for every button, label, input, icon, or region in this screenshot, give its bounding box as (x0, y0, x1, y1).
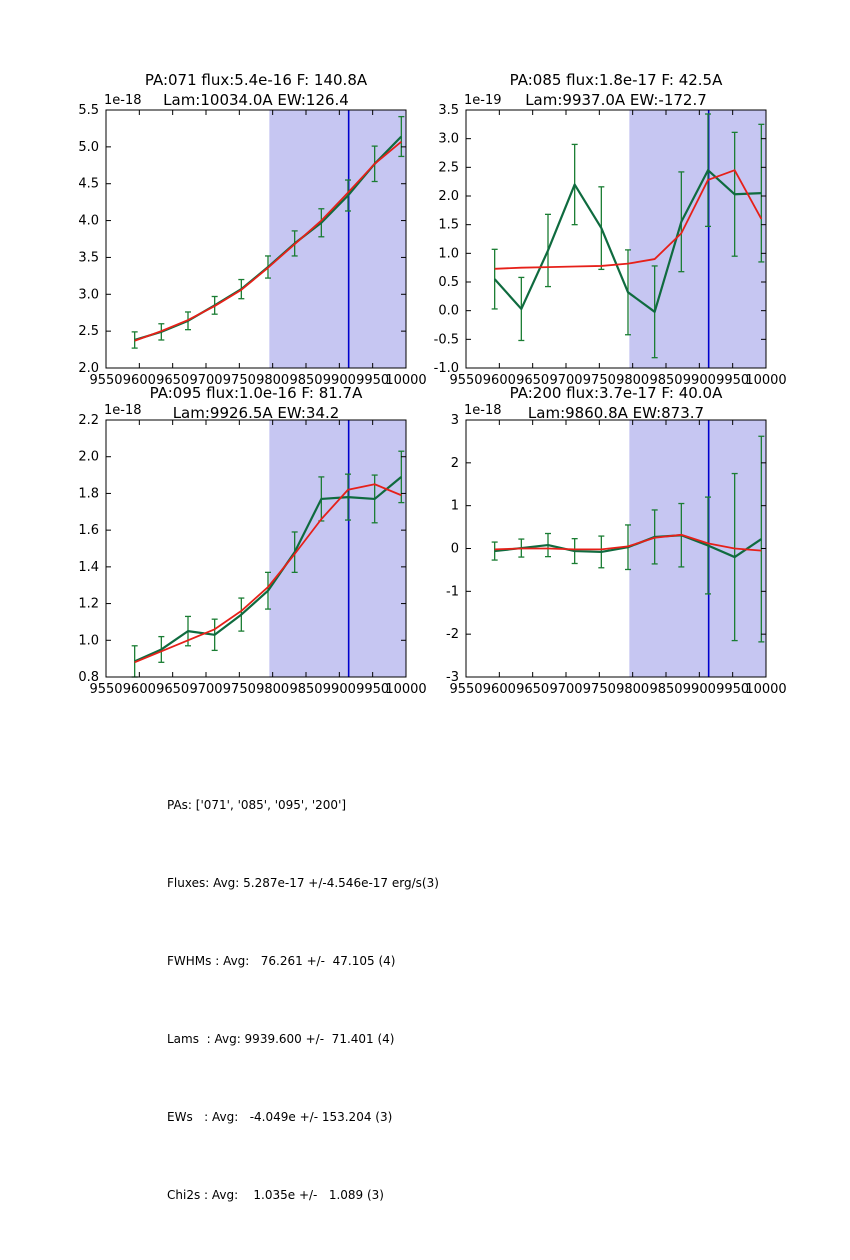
x-tick-label: 9550 (449, 373, 483, 388)
y-tick-label: 2.0 (438, 189, 459, 204)
fit-region (269, 420, 406, 677)
y-tick-label: 1 (450, 498, 459, 514)
plot-pa200 (446, 413, 787, 697)
plot-pa200-title (466, 383, 766, 423)
plot-pa085-offset-label: 1e-19 (464, 93, 502, 108)
y-tick-label: 1.6 (78, 523, 99, 539)
y-tick-label: 0 (450, 541, 459, 557)
y-tick-label: 3 (450, 413, 459, 428)
x-tick-label: 9850 (289, 682, 323, 697)
y-tick-label: 2.0 (78, 361, 99, 376)
plot-pa200-title-line1: PA:200 flux:3.7e-17 F: 40.0A (509, 384, 723, 402)
x-tick-label: 9650 (156, 373, 190, 388)
x-tick-label: 9950 (356, 373, 390, 388)
x-tick-label: 9750 (582, 682, 616, 697)
x-tick-label: 9700 (549, 682, 583, 697)
y-tick-label: 4.5 (78, 176, 99, 192)
x-tick-label: 9750 (582, 373, 616, 388)
plot-pa200-offset-label: 1e-18 (464, 403, 502, 418)
summary-line-lams: Lams : Avg: 9939.600 +/- 71.401 (4) (167, 1032, 395, 1046)
y-tick-label: 1.0 (438, 246, 459, 262)
y-tick-label: 2.2 (78, 413, 99, 428)
x-tick-label: 9900 (322, 373, 356, 388)
x-tick-label: 10000 (385, 373, 427, 388)
y-tick-label: 1.2 (78, 596, 99, 612)
x-tick-label: 9900 (682, 373, 716, 388)
x-tick-label: 9550 (89, 373, 123, 388)
x-tick-label: 9800 (616, 373, 650, 388)
x-tick-label: 9650 (516, 373, 550, 388)
fit-region (629, 110, 766, 368)
y-tick-label: 5.5 (78, 103, 99, 118)
x-tick-label: 9650 (516, 682, 550, 697)
x-tick-label: 9950 (716, 373, 750, 388)
plot-pa095-title (106, 383, 406, 423)
plot-pa200-title-line2: Lam:9860.8A EW:873.7 (527, 404, 705, 422)
x-tick-label: 9900 (322, 682, 356, 697)
plot-pa071 (78, 103, 426, 388)
summary-line-pas: PAs: ['071', '085', '095', '200'] (167, 798, 347, 812)
x-tick-label: 9900 (682, 682, 716, 697)
y-tick-label: 0.0 (438, 303, 459, 319)
plot-pa085 (434, 103, 787, 388)
plot-pa085-title (466, 70, 766, 110)
plot-pa071-title (106, 70, 406, 110)
x-tick-label: 9800 (616, 682, 650, 697)
y-tick-label: 1.4 (78, 559, 99, 575)
x-tick-label: 9600 (122, 373, 156, 388)
y-tick-label: 2.5 (438, 160, 459, 176)
y-tick-label: 3.5 (438, 103, 459, 118)
y-tick-label: 1.5 (438, 217, 459, 233)
y-tick-label: 0.5 (438, 275, 459, 290)
x-tick-label: 10000 (745, 373, 787, 388)
y-tick-label: 2 (450, 455, 459, 471)
summary-line-ews: EWs : Avg: -4.049e +/- 153.204 (3) (167, 1110, 393, 1124)
y-tick-label: 2.0 (78, 449, 99, 465)
summary-line-fluxes: Fluxes: Avg: 5.287e-17 +/-4.546e-17 erg/s(3) (167, 876, 439, 890)
x-tick-label: 9850 (289, 373, 323, 388)
y-tick-label: -1.0 (433, 361, 459, 376)
y-tick-label: 4.0 (78, 213, 99, 229)
x-tick-label: 9650 (156, 682, 190, 697)
plot-pa085-title-line2: Lam:9937.0A EW:-172.7 (525, 91, 707, 109)
x-tick-label: 9600 (482, 373, 516, 388)
plot-pa095 (78, 413, 426, 697)
x-tick-label: 9550 (89, 682, 123, 697)
plot-pa095-title-line2: Lam:9926.5A EW:34.2 (172, 404, 340, 422)
y-tick-label: 3.0 (438, 131, 459, 147)
x-tick-label: 9950 (356, 682, 390, 697)
x-tick-label: 9700 (549, 373, 583, 388)
summary-line-chi2s: Chi2s : Avg: 1.035e +/- 1.089 (3) (167, 1188, 384, 1202)
summary-line-fwhms: FWHMs : Avg: 76.261 +/- 47.105 (4) (167, 954, 396, 968)
plot-pa071-title-line1: PA:071 flux:5.4e-16 F: 140.8A (144, 71, 368, 89)
x-tick-label: 9550 (449, 682, 483, 697)
x-tick-label: 9800 (256, 682, 290, 697)
y-tick-label: 2.5 (78, 324, 99, 340)
plot-pa095-offset-label: 1e-18 (104, 403, 142, 418)
y-tick-label: 3.0 (78, 287, 99, 303)
y-tick-label: 5.0 (78, 139, 99, 155)
x-tick-label: 9850 (649, 373, 683, 388)
x-tick-label: 10000 (385, 682, 427, 697)
x-tick-label: 9700 (189, 373, 223, 388)
y-tick-label: -1 (446, 584, 459, 600)
x-tick-label: 9600 (122, 682, 156, 697)
x-tick-label: 9600 (482, 682, 516, 697)
x-tick-label: 9800 (256, 373, 290, 388)
summary-block (167, 740, 439, 1260)
y-tick-label: -0.5 (433, 332, 459, 348)
plot-pa095-title-line1: PA:095 flux:1.0e-16 F: 81.7A (149, 384, 363, 402)
x-tick-label: 9850 (649, 682, 683, 697)
x-tick-label: 9700 (189, 682, 223, 697)
x-tick-label: 10000 (745, 682, 787, 697)
y-tick-label: 1.0 (78, 633, 99, 649)
y-tick-label: -2 (446, 627, 459, 643)
x-tick-label: 9750 (222, 682, 256, 697)
y-tick-label: 0.8 (78, 670, 99, 685)
y-tick-label: 1.8 (78, 486, 99, 502)
fit-region (269, 110, 406, 368)
plot-pa071-title-line2: Lam:10034.0A EW:126.4 (163, 91, 349, 109)
plot-pa085-title-line1: PA:085 flux:1.8e-17 F: 42.5A (509, 71, 723, 89)
x-tick-label: 9750 (222, 373, 256, 388)
x-tick-label: 9950 (716, 682, 750, 697)
y-tick-label: -3 (446, 670, 459, 685)
y-tick-label: 3.5 (78, 250, 99, 266)
plot-pa071-offset-label: 1e-18 (104, 93, 142, 108)
